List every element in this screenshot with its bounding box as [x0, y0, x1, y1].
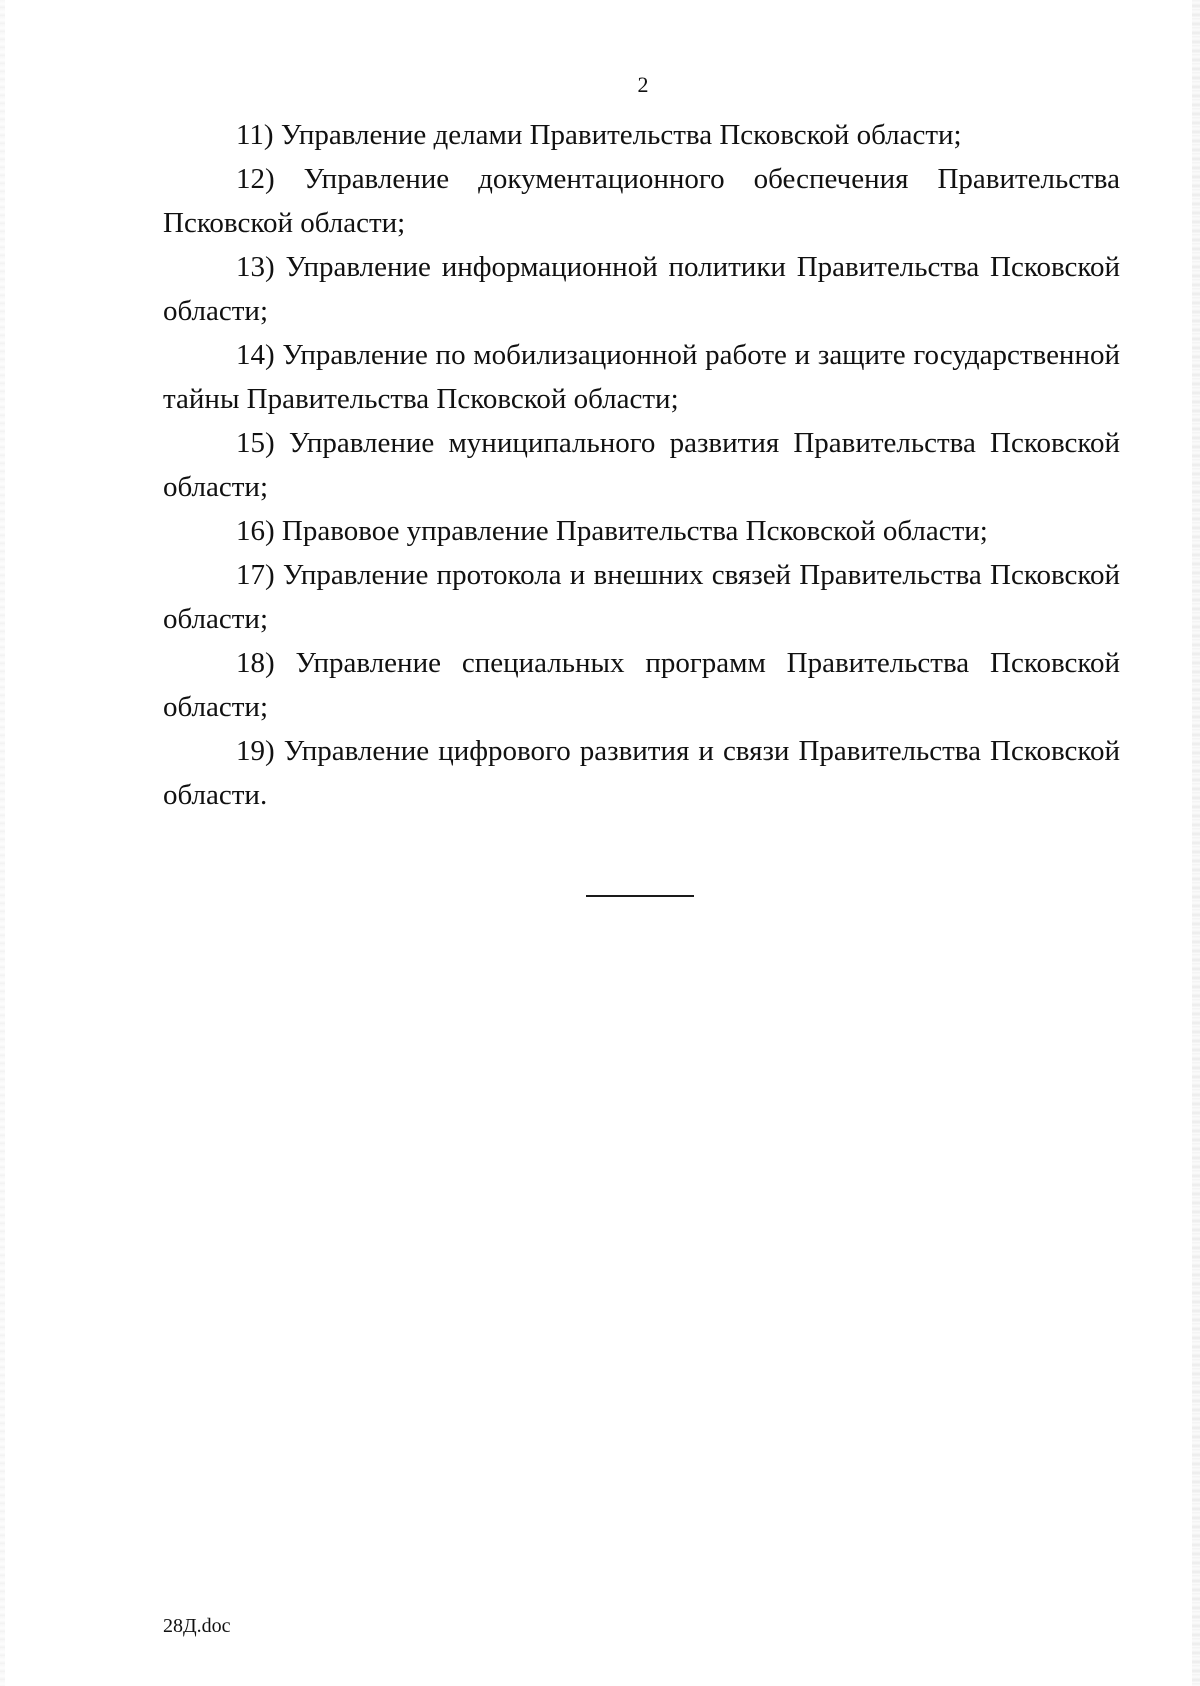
scan-edge-left: [0, 0, 5, 1686]
end-separator-line: [586, 895, 694, 897]
list-item-18: 18) Управление специальных программ Правительства Псковской области;: [163, 647, 1120, 723]
list-item-11: 11) Управление делами Правительства Псковской области;: [236, 119, 962, 151]
list-item-16: 16) Правовое управление Правительства Псковской области;: [236, 515, 988, 547]
list-item-13: 13) Управление информационной политики Правительства Псковской области;: [163, 251, 1120, 327]
footer-filename: 28Д.doc: [163, 1615, 231, 1637]
page-number: 2: [637, 72, 649, 97]
list-item-12: 12) Управление документационного обеспечения Правительства Псковской области;: [163, 163, 1120, 239]
scan-edge-right: [1192, 0, 1200, 1686]
list-item-15: 15) Управление муниципального развития Правительства Псковской области;: [163, 427, 1120, 503]
list-item-17: 17) Управление протокола и внешних связей Правительства Псковской области;: [163, 559, 1120, 635]
list-item-14: 14) Управление по мобилизационной работе и защите государственной тайны Правительства Псковской области;: [163, 339, 1120, 415]
document-body: [163, 113, 1120, 817]
list-item-19: 19) Управление цифрового развития и связи Правительства Псковской области.: [163, 735, 1120, 811]
